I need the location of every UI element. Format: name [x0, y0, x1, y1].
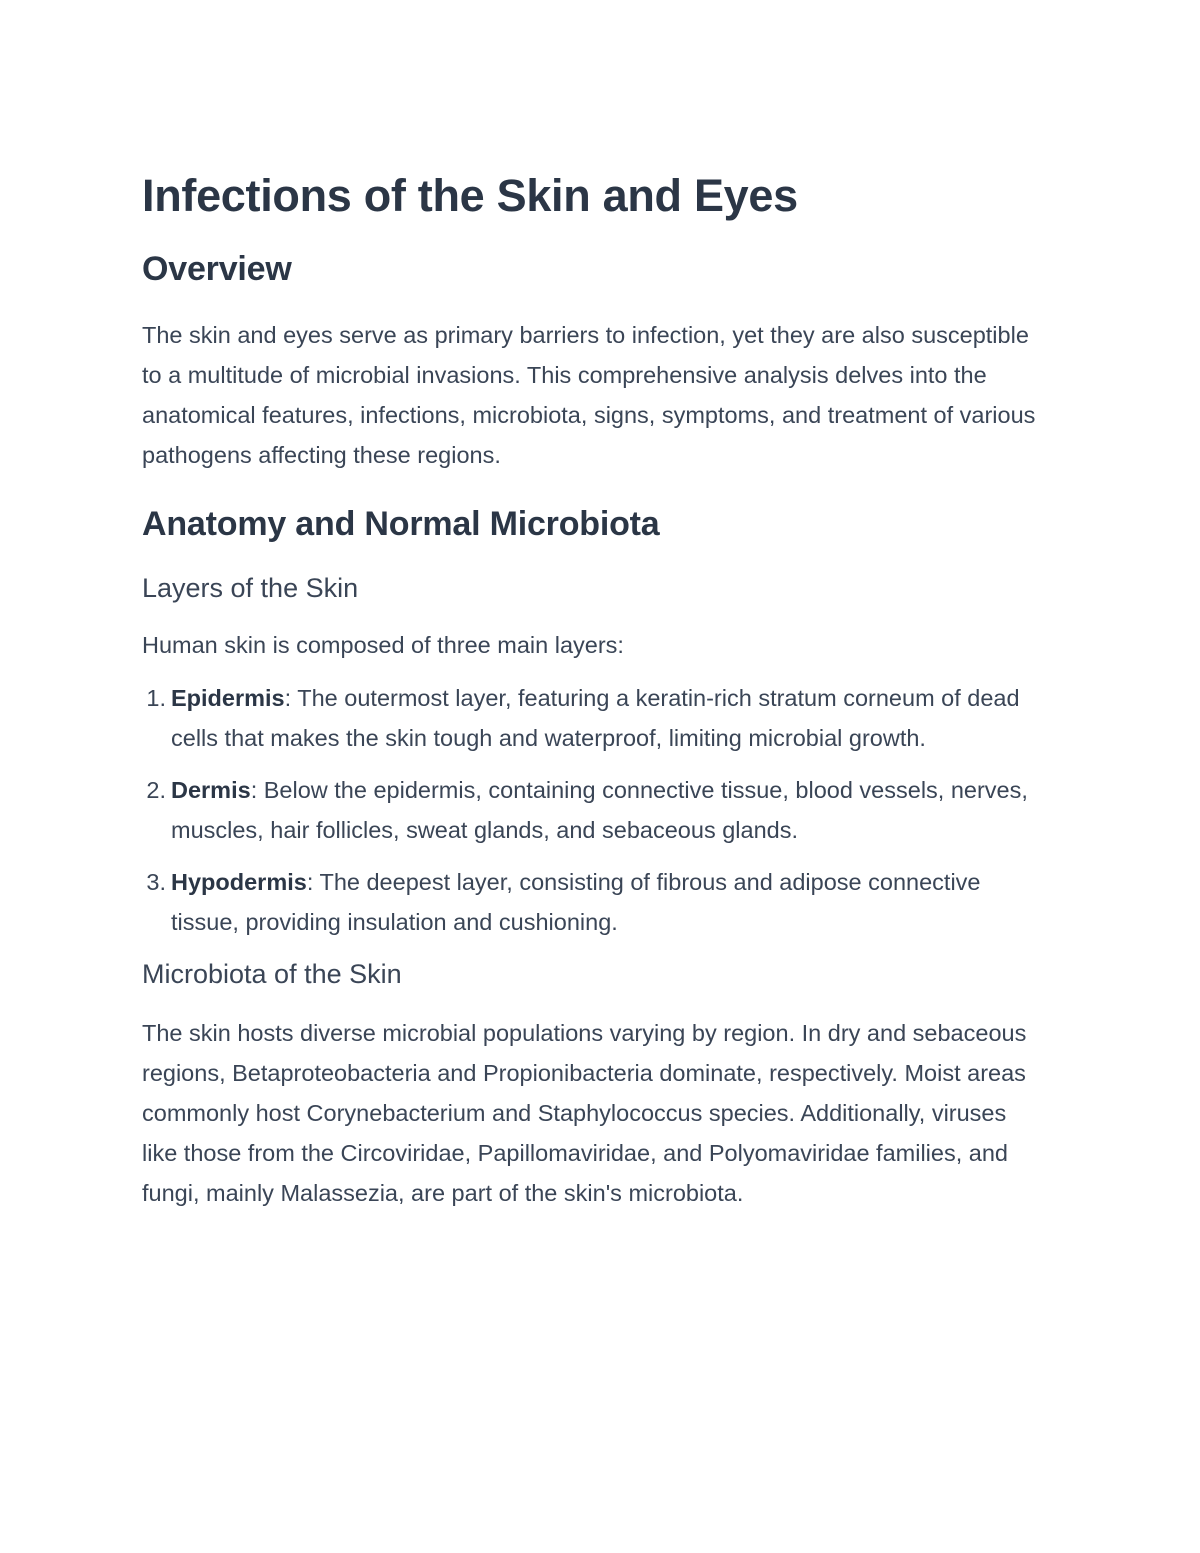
list-item: [142, 678, 1047, 758]
layers-of-skin-heading: Layers of the Skin: [142, 573, 359, 603]
overview-heading: Overview: [142, 250, 292, 288]
list-item-term: Dermis: [171, 777, 251, 803]
list-item-text: : Below the epidermis, containing connective tissue, blood vessels, nerves, muscles, hair follicles, sweat glands, and sebaceous glands.: [171, 777, 1028, 843]
list-item-number: 3.: [146, 869, 166, 895]
skin-layers-list: [142, 678, 1047, 942]
list-item-text: : The outermost layer, featuring a keratin-rich stratum corneum of dead cells that makes the skin tough and waterproof, limiting microbial growth.: [171, 685, 1020, 751]
list-item-term: Epidermis: [171, 685, 285, 711]
document-title: Infections of the Skin and Eyes: [142, 170, 798, 221]
overview-paragraph: The skin and eyes serve as primary barriers to infection, yet they are also susceptible to a multitude of microbial invasions. This comprehensive analysis delves into the anatomical features, infections, microbiota, signs, symptoms, and treatment of various pathogens affecting these regions.: [142, 322, 1036, 468]
list-item: [142, 862, 1047, 942]
document-page: [142, 168, 1047, 1213]
list-item-text: : The deepest layer, consisting of fibrous and adipose connective tissue, providing insulation and cushioning.: [171, 869, 981, 935]
list-item-term: Hypodermis: [171, 869, 307, 895]
list-item-number: 2.: [146, 777, 166, 803]
layers-intro-paragraph: Human skin is composed of three main layers:: [142, 632, 624, 658]
list-item-number: 1.: [146, 685, 166, 711]
microbiota-paragraph: The skin hosts diverse microbial populations varying by region. In dry and sebaceous regions, Betaproteobacteria and Propionibacteria dominate, respectively. Moist areas commonly host Corynebacterium and Staphylococcus species. Additionally, viruses like those from the Circoviridae, Papillomaviridae, and Polyomaviridae families, and fungi, mainly Malassezia, are part of the skin's microbiota.: [142, 1020, 1027, 1206]
anatomy-heading: Anatomy and Normal Microbiota: [142, 505, 660, 543]
list-item: [142, 770, 1047, 850]
microbiota-of-skin-heading: Microbiota of the Skin: [142, 959, 402, 989]
